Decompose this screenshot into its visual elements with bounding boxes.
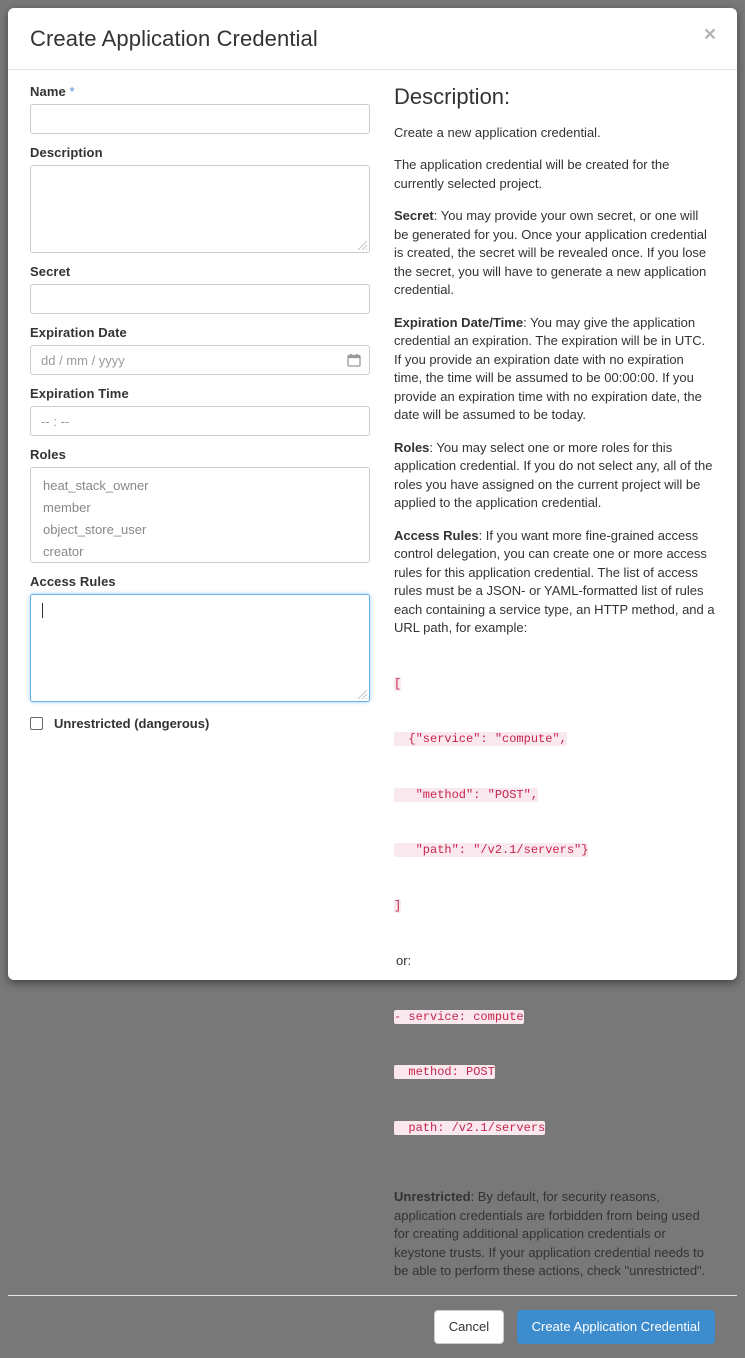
- code-line: [394, 786, 715, 805]
- list-item[interactable]: creator: [43, 544, 84, 560]
- list-item[interactable]: member: [43, 500, 91, 516]
- paragraph-lead: Unrestricted: [394, 1189, 471, 1205]
- field-access-rules: [30, 574, 370, 702]
- description-paragraph-expiration: [394, 314, 715, 425]
- expiration-date-label: Expiration Date: [30, 325, 127, 341]
- code-line-text: ]: [394, 898, 402, 913]
- expiration-time-label: Expiration Time: [30, 386, 129, 402]
- code-line: [394, 1119, 715, 1138]
- expiration-date-wrap: [30, 345, 370, 375]
- paragraph-text: Create a new application credential.: [394, 124, 601, 140]
- description-textarea[interactable]: [30, 165, 370, 253]
- paragraph-text: : If you want more fine-grained access control delegation, you can create one or more access rules for this application credential. The list of access rules must be a JSON- or YAML-formatted list of rules each containing a service type, an HTTP method, and a URL path, for example:: [394, 527, 715, 636]
- code-line-text: - service: compute: [394, 1009, 524, 1024]
- description-paragraph: [394, 124, 715, 143]
- description-textarea-wrap: [30, 165, 370, 253]
- code-line: [394, 1008, 715, 1027]
- field-roles: [30, 447, 370, 563]
- description-paragraph-access-rules: [394, 527, 715, 638]
- secret-input[interactable]: [30, 284, 370, 314]
- code-line-text: [: [394, 676, 402, 691]
- name-input[interactable]: [30, 104, 370, 134]
- close-icon[interactable]: ×: [697, 22, 723, 48]
- code-line: [394, 675, 715, 694]
- code-example-yaml: [394, 971, 715, 1175]
- description-paragraph-secret: [394, 207, 715, 300]
- description-paragraph-roles: [394, 439, 715, 513]
- unrestricted-checkbox[interactable]: [30, 717, 43, 730]
- field-expiration-date: [30, 325, 370, 375]
- access-rules-textarea-wrap: [30, 594, 370, 702]
- field-unrestricted[interactable]: [30, 716, 370, 731]
- cancel-button[interactable]: Cancel: [434, 1310, 504, 1344]
- list-item[interactable]: object_store_user: [43, 522, 147, 538]
- description-heading: Description:: [394, 84, 511, 110]
- name-label-text: Name: [30, 84, 66, 100]
- create-application-credential-dialog: [8, 8, 737, 1334]
- code-separator-label: or:: [396, 953, 412, 969]
- secret-label: Secret: [30, 264, 71, 280]
- field-expiration-time: [30, 386, 370, 436]
- dialog-footer: [8, 1295, 737, 1358]
- access-rules-textarea[interactable]: [30, 594, 370, 702]
- field-description: [30, 145, 370, 253]
- code-line: [394, 897, 715, 916]
- expiration-time-input[interactable]: [30, 406, 370, 436]
- code-line-text: path: /v2.1/servers: [394, 1120, 546, 1135]
- paragraph-text: The application credential will be created for the currently selected project.: [394, 157, 670, 191]
- description-label: Description: [30, 145, 103, 161]
- paragraph-text: : You may give the application credential an expiration. The expiration will be in UTC. If you provide an expiration date with no expiration time, the time will be assumed to be 00:00:00. If you provide an expiration time with no expiration date, the date will be assumed to be today.: [394, 314, 706, 423]
- code-line-text: method: POST: [394, 1065, 495, 1080]
- roles-listbox[interactable]: [30, 467, 370, 563]
- description-panel: [386, 84, 737, 1294]
- paragraph-text: : You may select one or more roles for this application credential. If you do not select any, all of the roles you have assigned on the current project will be applied to the application credential.: [394, 439, 713, 511]
- code-line-text: "method": "POST",: [394, 787, 539, 802]
- list-item[interactable]: heat_stack_owner: [43, 478, 149, 494]
- paragraph-lead: Secret: [394, 208, 434, 224]
- paragraph-lead: Access Rules: [394, 527, 479, 543]
- field-name: [30, 84, 370, 134]
- text-caret: [42, 603, 43, 618]
- paragraph-text: : By default, for security reasons, application credentials are forbidden from being used for creating additional application credentials or keystone trusts. If your application credential needs to be able to perform these actions, check "unrestricted".: [394, 1189, 706, 1279]
- code-line: [394, 841, 715, 860]
- code-line-text: "path": "/v2.1/servers"}: [394, 843, 589, 858]
- name-label: [30, 84, 370, 99]
- access-rules-label: Access Rules: [30, 574, 116, 590]
- expiration-date-input[interactable]: [30, 345, 370, 375]
- create-application-credential-button[interactable]: Create Application Credential: [517, 1310, 715, 1344]
- unrestricted-label[interactable]: Unrestricted (dangerous): [54, 716, 210, 732]
- field-secret: [30, 264, 370, 314]
- paragraph-text: : You may provide your own secret, or one will be generated for you. Once your application credential is created, the secret will be revealed once. If you lose the secret, you will have to generate a new application credential.: [394, 208, 707, 298]
- code-line-text: {"service": "compute",: [394, 732, 567, 747]
- description-paragraph-unrestricted: [394, 1188, 715, 1281]
- paragraph-lead: Roles: [394, 439, 430, 455]
- credential-form: [8, 84, 386, 1294]
- code-line: [394, 730, 715, 749]
- paragraph-lead: Expiration Date/Time: [394, 314, 524, 330]
- code-line: [394, 1063, 715, 1082]
- required-marker: *: [69, 84, 75, 100]
- dialog-header: [8, 8, 737, 70]
- code-example-json: [394, 638, 715, 953]
- page-title: Create Application Credential: [30, 26, 318, 51]
- dialog-body: [8, 70, 737, 1294]
- description-paragraph: [394, 156, 715, 193]
- roles-label: Roles: [30, 447, 66, 463]
